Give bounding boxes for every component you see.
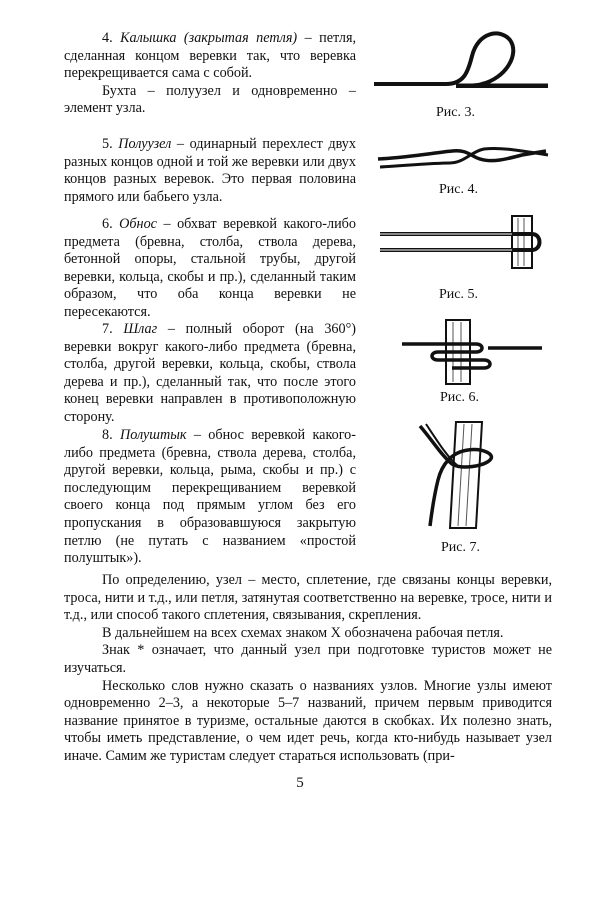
def-term: Шлаг: [123, 321, 158, 337]
def-number: 7.: [102, 321, 113, 337]
body-paragraph-1: По определению, узел – место, сплетение, где связаны концы веревки, троса, нити и т.д., или петля, затянутая соответственно на веревке, тросе, нити и т.д., или способ такого сплетения, связывания, скрепления.: [64, 572, 552, 624]
figure-6-caption: Рис. 6.: [440, 390, 479, 405]
half-hitch-illustration: [372, 420, 550, 530]
def-term: Калышка (закрытая петля): [120, 30, 298, 46]
body-text: [64, 572, 552, 766]
body-paragraph-2: В дальнейшем на всех схемах знаком Х обозначена рабочая петля.: [102, 624, 504, 641]
page-number: 5: [296, 775, 304, 791]
figure-7-caption: Рис. 7.: [441, 540, 480, 555]
closed-loop-illustration: [372, 26, 550, 94]
figure-6: [372, 318, 550, 386]
def-text: – обхват веревкой какого-либо предмета (бревна, столба, ствола дерева, бетонной опоры, стальной трубы, другой веревки, кольца, скобы и пр.), сделанный таким образом, что оба конца веревки не пересекаются.: [64, 216, 356, 320]
figure-5-caption: Рис. 5.: [439, 287, 478, 302]
def-number: 8.: [102, 427, 113, 443]
def-number: 4.: [102, 30, 113, 46]
definition-8: [64, 427, 356, 568]
figure-4: [372, 137, 550, 177]
def-text: – одинарный перехлест двух разных концов одной и той же веревки или двух концов разных веревок. Это первая половина прямого или бабьего узла.: [64, 136, 356, 205]
def-text: – петля, сделанная концом веревки так, что веревка перекрещивается сама с собой.: [64, 30, 357, 82]
def-term: Полуузел: [118, 136, 172, 152]
figure-4-caption: Рис. 4.: [439, 182, 478, 197]
def-extra: Бухта – полуузел и одновременно – элемент узла.: [64, 82, 356, 117]
definition-4: [64, 30, 356, 118]
def-text: – полный оборот (на 360°) веревки вокруг какого-либо предмета (бревна, столба, другой веревки, кольца, скобы, ствола дерева и пр.), сделанный так, что после этого конец веревки направлен в противоположную сторону.: [64, 321, 357, 425]
def-term: Обнос: [119, 216, 157, 232]
figure-3: [372, 26, 550, 94]
body-paragraph-4: Несколько слов нужно сказать о названиях узлов. Многие узлы имеют одновременно 2–3, а некоторые 5–7 названий, причем первым приводится название принятое в туризме, остальные даются в скобках. Их полезно знать, чтобы иметь представление, о чем идет речь, когда кто-нибудь называет узел иначе. Самим же туристам следует стараться использовать (при-: [64, 677, 552, 764]
figure-7: [372, 420, 550, 530]
figure-5: [372, 214, 550, 272]
def-number: 6.: [102, 216, 113, 232]
turn-illustration: [372, 214, 550, 272]
definition-5: [64, 136, 356, 206]
def-number: 5.: [102, 136, 113, 152]
figure-3-caption: Рис. 3.: [436, 105, 475, 120]
body-paragraph-3: Знак * означает, что данный узел при подготовке туристов может не изучаться.: [64, 642, 552, 676]
round-turn-illustration: [372, 318, 550, 386]
def-text: – обнос веревкой какого-либо предмета (бревна, ствола дерева, столба, другой веревки, кольца, рыма, скобы и пр.) с последующим перекрещиванием веревкой своего конца под прямым углом без его пропускания в образовавшуюся закрытую петлю (не путать с названием «простой полуштык»).: [64, 427, 356, 567]
half-knot-illustration: [372, 137, 550, 177]
definition-6: [64, 216, 356, 322]
def-term: Полуштык: [120, 427, 187, 443]
definition-7: [64, 321, 356, 427]
